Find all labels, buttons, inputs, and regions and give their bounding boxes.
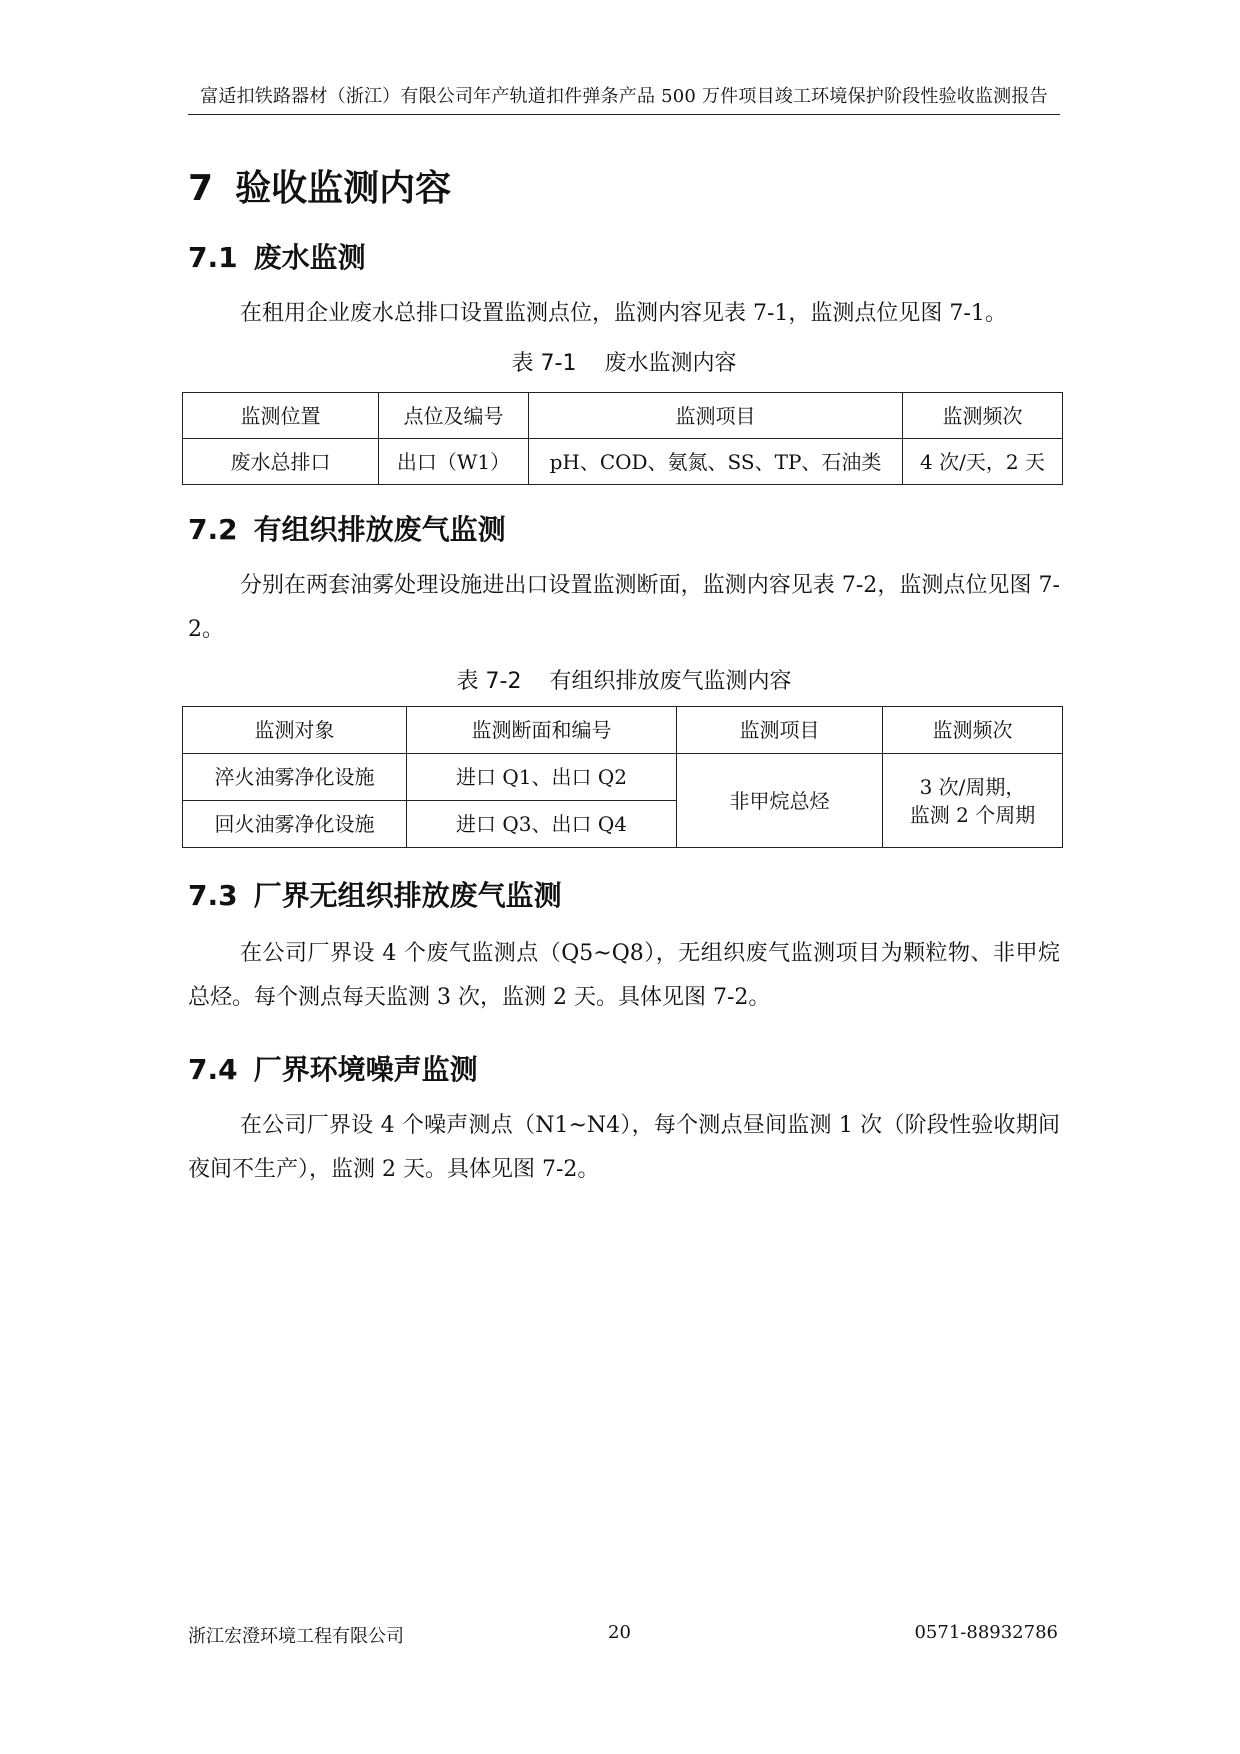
caption-number: 表 7-2: [456, 669, 522, 694]
table-cell: 4 次/天，2 天: [903, 439, 1063, 485]
organized-emission-table: [182, 706, 1063, 848]
table-header-row: [183, 707, 1063, 754]
page-number: 20: [608, 1622, 631, 1643]
table-cell: 出口（W1）: [379, 439, 529, 485]
caption-number: 表 7-1: [511, 351, 577, 376]
section-paragraph-7-1: 在租用企业废水总排口设置监测点位，监测内容见表 7-1，监测点位见图 7-1。: [240, 301, 1007, 326]
section-number: 7.2: [188, 513, 238, 546]
section-heading-7-2: [188, 508, 506, 548]
header-cell: 监测对象: [183, 707, 407, 754]
section-paragraph-7-4: 在公司厂界设 4 个噪声测点（N1~N4），每个测点昼间监测 1 次（阶段性验收期间夜间不生产），监测 2 天。具体见图 7-2。: [188, 1113, 1060, 1182]
header-cell: 监测项目: [529, 393, 903, 439]
frequency-line: 3 次/周期，: [919, 774, 1026, 799]
header-cell: 监测频次: [903, 393, 1063, 439]
running-header: 富适扣铁路器材（浙江）有限公司年产轨道扣件弹条产品 500 万件项目竣工环境保护阶段性验收监测报告: [200, 86, 1048, 107]
section-title: 有组织排放废气监测: [253, 513, 506, 546]
table-cell: 废水总排口: [183, 439, 379, 485]
footer-phone: 0571-88932786: [914, 1622, 1058, 1643]
section-heading-7-1: [188, 236, 366, 276]
table-cell: 淬火油雾净化设施: [183, 754, 407, 801]
section-number: 7.3: [188, 879, 238, 912]
chapter-number: 7: [188, 168, 214, 209]
merged-item-cell: 非甲烷总烃: [677, 754, 883, 848]
header-cell: 监测位置: [183, 393, 379, 439]
section-number: 7.4: [188, 1053, 238, 1086]
section-paragraph-7-2: 分别在两套油雾处理设施进出口设置监测断面，监测内容见表 7-2，监测点位见图 7-2。: [188, 573, 1060, 642]
section-paragraph-7-3: 在公司厂界设 4 个废气监测点（Q5~Q8），无组织废气监测项目为颗粒物、非甲烷总烃。每个测点每天监测 3 次，监测 2 天。具体见图 7-2。: [188, 941, 1060, 1010]
caption-title: 有组织排放废气监测内容: [549, 669, 792, 694]
wastewater-monitoring-table: [182, 392, 1063, 485]
header-cell: 点位及编号: [379, 393, 529, 439]
table-cell: 进口 Q3、出口 Q4: [407, 801, 677, 848]
header-cell: 监测频次: [883, 707, 1063, 754]
chapter-heading: [188, 160, 451, 211]
section-title: 废水监测: [253, 241, 366, 274]
header-cell: 监测项目: [677, 707, 883, 754]
table-cell: 回火油雾净化设施: [183, 801, 407, 848]
frequency-line: 监测 2 个周期: [909, 802, 1036, 827]
table-row: [183, 439, 1063, 485]
section-heading-7-3: [188, 874, 562, 914]
table-cell: 进口 Q1、出口 Q2: [407, 754, 677, 801]
header-cell: 监测断面和编号: [407, 707, 677, 754]
footer-company: 浙江宏澄环境工程有限公司: [188, 1626, 404, 1647]
table-caption-7-2: [188, 664, 1060, 695]
table-cell: pH、COD、氨氮、SS、TP、石油类: [529, 439, 903, 485]
header-divider: [188, 114, 1060, 115]
merged-frequency-cell: [883, 754, 1063, 848]
section-title: 厂界环境噪声监测: [253, 1053, 478, 1086]
section-heading-7-4: [188, 1048, 478, 1088]
section-title: 厂界无组织排放废气监测: [253, 879, 562, 912]
section-number: 7.1: [188, 241, 238, 274]
table-header-row: [183, 393, 1063, 439]
caption-title: 废水监测内容: [604, 351, 737, 376]
table-caption-7-1: [188, 346, 1060, 377]
table-row: [183, 754, 1063, 801]
chapter-title: 验收监测内容: [235, 168, 452, 209]
